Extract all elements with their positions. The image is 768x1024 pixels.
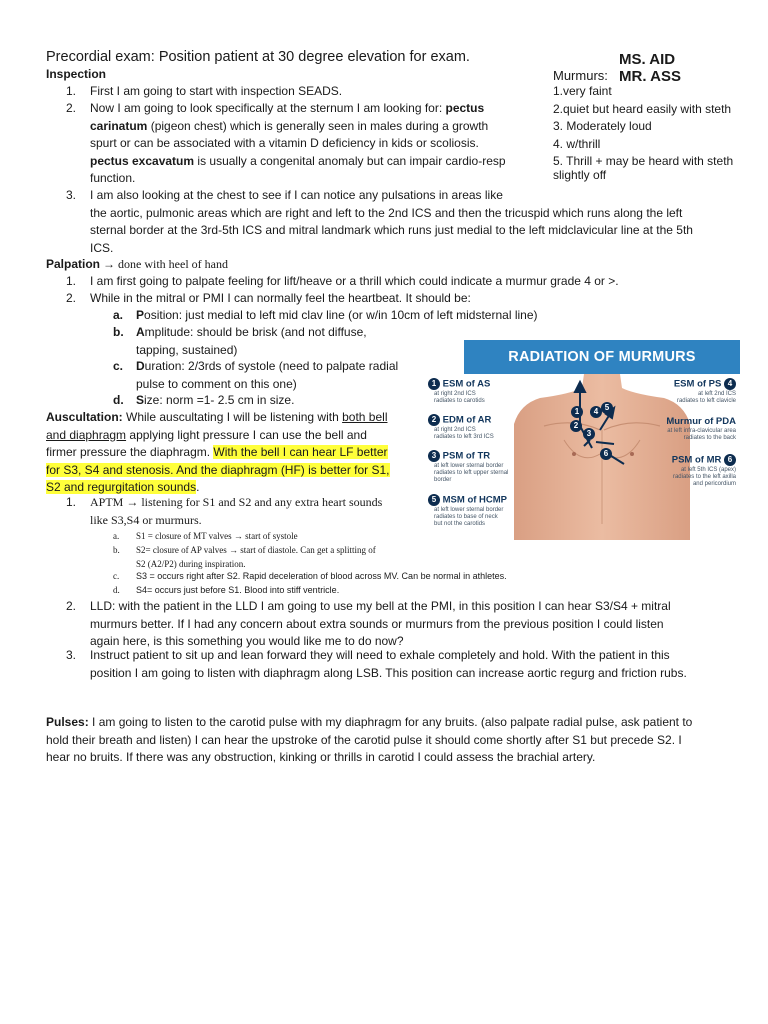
lead-letter: D bbox=[136, 359, 145, 373]
legend-title: ESM of PS bbox=[673, 378, 722, 390]
corner-label-2: MR. ASS bbox=[619, 68, 681, 85]
legend-desc: at left lower sternal border bbox=[434, 506, 504, 513]
text: Instruct patient to sit up and lean forward they will need to exhale completely and hold. With the patient in this bbox=[90, 648, 670, 662]
palpation-title: Palpation bbox=[46, 257, 101, 271]
auscultation-paragraph bbox=[46, 409, 418, 497]
sub-letter: c. bbox=[113, 571, 120, 581]
text: again here, is this something you would like me to do now? bbox=[90, 634, 404, 648]
auscultation-item-1 bbox=[66, 494, 426, 527]
text-underlined: and diaphragm bbox=[46, 427, 127, 442]
legend-badge: 3 bbox=[428, 450, 440, 462]
item-text: While in the mitral or PMI I can normally feel the heartbeat. It should be: bbox=[90, 291, 471, 305]
text: S4= occurs just before S1. Blood into stiff ventricle. bbox=[136, 585, 340, 595]
legend-desc: at left infra-clavicular area bbox=[667, 428, 736, 434]
murmur-grade-1: 1.very faint bbox=[553, 84, 612, 98]
legend-badge: 1 bbox=[428, 378, 440, 390]
palpation-item-2 bbox=[66, 290, 746, 308]
legend-badge: 6 bbox=[724, 454, 736, 466]
palpation-sub-c bbox=[113, 358, 413, 391]
item-number: 3. bbox=[66, 648, 77, 662]
legend-desc: at left 5th ICS (apex) bbox=[680, 466, 736, 473]
highlighted-text: S2 and regurgitation sounds bbox=[46, 480, 197, 494]
legend-esm-ps bbox=[640, 378, 736, 405]
sub-letter: b. bbox=[113, 545, 120, 555]
lead-letter: A bbox=[136, 325, 145, 339]
marker-1: 1 bbox=[571, 406, 583, 418]
text: spurt or can be associated with a vitamin D deficiency in kids or scoliosis. bbox=[90, 136, 479, 150]
pulses-paragraph bbox=[46, 714, 746, 767]
legend-psm-mr bbox=[640, 454, 736, 488]
highlighted-text: With the bell I can hear LF better bbox=[213, 445, 388, 459]
legend-desc: at right 2nd ICS bbox=[434, 390, 476, 397]
legend-desc: radiates to left 3rd ICS bbox=[434, 433, 494, 440]
auscultation-item-3 bbox=[66, 647, 756, 680]
legend-badge: 2 bbox=[428, 414, 440, 426]
legend-desc: at right 2nd ICS bbox=[434, 426, 476, 433]
auscultation-item-2 bbox=[66, 598, 756, 648]
text: ize: norm =1- 2.5 cm in size. bbox=[144, 393, 295, 407]
legend-title: MSM of HCMP bbox=[442, 494, 508, 506]
sub-letter: a. bbox=[113, 308, 124, 322]
legend-desc: at left lower sternal border bbox=[434, 462, 504, 469]
palpation-note: → done with heel of hand bbox=[100, 257, 228, 271]
legend-desc: radiates to the back bbox=[683, 435, 736, 442]
item-number: 1. bbox=[66, 495, 77, 509]
murmur-grade-5-cont: slightly off bbox=[553, 167, 607, 182]
lead-letter: S bbox=[136, 393, 145, 407]
murmur-grades bbox=[553, 83, 763, 184]
inspection-heading: Inspection bbox=[46, 67, 107, 81]
text: murmurs better. If I had any concern about extra sounds or murmurs from the previous position I could listen bbox=[90, 616, 664, 631]
term-carinatum: carinatum bbox=[90, 118, 148, 133]
palpation-sub-d bbox=[113, 392, 413, 410]
legend-murmur-pda bbox=[640, 416, 736, 442]
lead-letter: P bbox=[136, 308, 145, 322]
item-number: 2. bbox=[66, 291, 77, 305]
marker-2: 2 bbox=[570, 420, 582, 432]
text: like S3,S4 or murmurs. bbox=[90, 512, 202, 527]
text: Now I am going to look specifically at the sternum I am looking for: bbox=[90, 101, 446, 115]
auscultation-sub-a bbox=[113, 530, 433, 542]
sub-letter: a. bbox=[113, 531, 120, 541]
sub-letter: d. bbox=[113, 585, 120, 595]
marker-3: 3 bbox=[583, 428, 595, 440]
text: sternal border at the 3rd-5th ICS and mitral landmark which runs just medial to the left midclavicular line at the 5th bbox=[90, 223, 693, 237]
term-pectus: pectus bbox=[445, 101, 485, 115]
legend-badge: 5 bbox=[428, 494, 440, 506]
term-pectus-excavatum: pectus excavatum bbox=[90, 153, 195, 168]
text: tapping, sustained) bbox=[136, 342, 238, 357]
sub-letter: c. bbox=[113, 359, 124, 373]
legend-title: PSM of TR bbox=[442, 450, 491, 462]
text: the aortic, pulmonic areas which are right and left to the 2nd ICS and then the tricuspid which runs along the left bbox=[90, 205, 683, 220]
legend-desc: radiates to left upper sternal bbox=[434, 469, 509, 476]
text: mplitude: should be brisk (and not diffuse, bbox=[144, 325, 367, 339]
murmur-grade-3: 3. Moderately loud bbox=[553, 119, 652, 133]
legend-desc: and pericordium bbox=[692, 480, 736, 487]
legend-esm-as bbox=[428, 378, 520, 405]
legend-title: Murmur of PDA bbox=[666, 416, 736, 427]
figure-banner: RADIATION OF MURMURS bbox=[464, 340, 740, 374]
item-number: 2. bbox=[66, 599, 77, 613]
marker-6: 6 bbox=[600, 448, 612, 460]
item-number: 3. bbox=[66, 188, 77, 202]
murmur-grade-2: 2.quiet but heard easily with steth bbox=[553, 101, 732, 116]
item-number: 1. bbox=[66, 84, 77, 98]
auscultation-sub-b bbox=[113, 544, 433, 569]
text: osition: just medial to left mid clav line (or w/in 10cm of left midsternal line) bbox=[144, 308, 538, 322]
auscultation-sub-c bbox=[113, 570, 573, 582]
legend-desc: radiates to carotids bbox=[434, 397, 485, 404]
sub-letter: b. bbox=[113, 325, 124, 339]
legend-desc: at left 2nd ICS bbox=[697, 390, 736, 397]
corner-label-1: MS. AID bbox=[619, 51, 676, 68]
text: APTM → listening for S1 and S2 and any extra heart sounds bbox=[90, 495, 383, 509]
highlighted-text: for S3, S4 and stenosis. And the diaphragm (HF) is better for S1, bbox=[46, 462, 390, 477]
text: S3 = occurs right after S2. Rapid deceleration of blood across MV. Can be normal in athletes. bbox=[136, 571, 507, 581]
legend-desc: radiates to base of neck bbox=[434, 513, 498, 520]
inspection-item-3 bbox=[66, 187, 746, 255]
text: position I am going to listen with diaphragm along LSB. This position can increase aortic regurg and friction rubs. bbox=[90, 665, 687, 680]
palpation-item-1 bbox=[66, 273, 746, 291]
legend-badge: 4 bbox=[724, 378, 736, 390]
text: (pigeon chest) which is generally seen in males during a growth bbox=[147, 118, 489, 133]
text: hear no bruits. If there was any obstruction, kinking or thrills in carotid I could assess the brachial artery. bbox=[46, 750, 596, 764]
page-title: Precordial exam: Position patient at 30 degree elevation for exam. bbox=[46, 49, 470, 65]
item-number: 1. bbox=[66, 274, 77, 288]
text: ICS. bbox=[90, 240, 114, 255]
legend-title: EDM of AR bbox=[442, 414, 492, 426]
palpation-heading bbox=[46, 256, 228, 274]
legend-edm-ar bbox=[428, 414, 520, 441]
marker-5: 5 bbox=[601, 402, 613, 414]
legend-desc: border bbox=[434, 476, 452, 483]
text: applying light pressure I can use the bell and bbox=[126, 427, 367, 442]
item-number: 2. bbox=[66, 101, 77, 115]
murmur-grade-4: 4. w/thrill bbox=[553, 136, 601, 151]
sub-letter: d. bbox=[113, 393, 124, 407]
text: S2= closure of AP valves → start of diastole. Can get a splitting of bbox=[136, 545, 376, 555]
text: While auscultating I will be listening with bbox=[122, 410, 343, 424]
auscultation-heading: Auscultation: bbox=[46, 410, 123, 424]
legend-msm-hcmp bbox=[428, 494, 524, 528]
palpation-sub-b bbox=[113, 324, 413, 357]
text: firmer pressure the diaphragm. bbox=[46, 445, 214, 459]
text: I am going to listen to the carotid pulse with my diaphragm for any bruits. (also palpate radial pulse, ask patient to bbox=[88, 715, 693, 729]
legend-desc: radiates to the left axilla bbox=[672, 473, 736, 480]
radiation-of-murmurs-figure bbox=[418, 340, 740, 540]
murmur-grade-5: 5. Thrill + may be heard with steth bbox=[553, 154, 734, 168]
murmurs-label: Murmurs: bbox=[553, 68, 608, 83]
text: LLD: with the patient in the LLD I am going to use my bell at the PMI, in this position I can hear S3/S4 + mitral bbox=[90, 599, 671, 613]
text: S1 = closure of MT valves → start of systole bbox=[136, 531, 298, 541]
legend-desc: but not the carotids bbox=[434, 520, 486, 527]
legend-psm-tr bbox=[428, 450, 524, 484]
legend-title: PSM of MR bbox=[671, 454, 722, 466]
inspection-item-1 bbox=[66, 83, 546, 101]
text: . bbox=[196, 480, 200, 494]
auscultation-sub-d bbox=[113, 584, 573, 596]
legend-title: ESM of AS bbox=[442, 378, 491, 390]
text: uration: 2/3rds of systole (need to palpate radial bbox=[144, 359, 399, 373]
text: hold their breath and listen) I can hear the upstroke of the carotid pulse it should come shortly after S1 but precede S2. I bbox=[46, 732, 682, 747]
inspection-item-2 bbox=[66, 100, 546, 185]
text: function. bbox=[90, 171, 136, 185]
marker-4: 4 bbox=[590, 406, 602, 418]
text: S2 (A2/P2) during inspiration. bbox=[136, 559, 246, 569]
palpation-sub-a bbox=[113, 307, 573, 325]
text: I am also looking at the chest to see if I can notice any pulsations in areas like bbox=[90, 188, 503, 202]
pulses-heading: Pulses: bbox=[46, 715, 89, 729]
item-text: First I am going to start with inspection SEADS. bbox=[90, 84, 343, 98]
item-text: I am first going to palpate feeling for lift/heave or a thrill which could indicate a murmur grade 4 or >. bbox=[90, 274, 619, 288]
legend-desc: radiates to left clavicle bbox=[676, 397, 736, 404]
text-underlined: both bell bbox=[342, 410, 388, 424]
text: is usually a congenital anomaly but can impair cardio-resp bbox=[194, 153, 506, 168]
text: pulse to comment on this one) bbox=[136, 376, 297, 391]
